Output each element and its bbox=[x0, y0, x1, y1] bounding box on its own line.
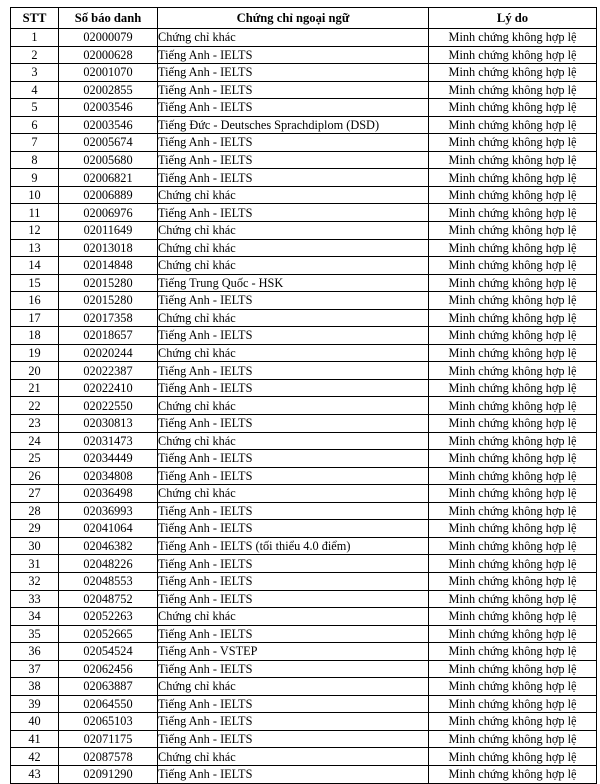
cell-ly-do: Minh chứng không hợp lệ bbox=[429, 502, 597, 520]
table-header bbox=[11, 8, 597, 29]
cell-stt: 10 bbox=[11, 186, 59, 204]
cell-chung-chi: Chứng chỉ khác bbox=[158, 344, 429, 362]
cell-stt: 37 bbox=[11, 660, 59, 678]
cell-so-bao-danh: 02054524 bbox=[59, 643, 158, 661]
cell-so-bao-danh: 02005674 bbox=[59, 134, 158, 152]
cell-chung-chi: Tiếng Anh - IELTS bbox=[158, 64, 429, 82]
cell-chung-chi: Tiếng Anh - IELTS bbox=[158, 327, 429, 345]
cell-ly-do: Minh chứng không hợp lệ bbox=[429, 309, 597, 327]
cell-ly-do: Minh chứng không hợp lệ bbox=[429, 64, 597, 82]
cell-ly-do: Minh chứng không hợp lệ bbox=[429, 362, 597, 380]
cell-chung-chi: Chứng chỉ khác bbox=[158, 397, 429, 415]
cell-so-bao-danh: 02003546 bbox=[59, 99, 158, 117]
cell-chung-chi: Tiếng Anh - IELTS bbox=[158, 379, 429, 397]
table-row bbox=[11, 520, 597, 538]
table-row bbox=[11, 415, 597, 433]
cell-so-bao-danh: 02006889 bbox=[59, 186, 158, 204]
cell-so-bao-danh: 02062456 bbox=[59, 660, 158, 678]
cell-chung-chi: Tiếng Anh - IELTS bbox=[158, 660, 429, 678]
cell-stt: 33 bbox=[11, 590, 59, 608]
cell-ly-do: Minh chứng không hợp lệ bbox=[429, 344, 597, 362]
cell-stt: 21 bbox=[11, 379, 59, 397]
cell-stt: 29 bbox=[11, 520, 59, 538]
cell-stt: 42 bbox=[11, 748, 59, 766]
table-header-row bbox=[11, 8, 597, 29]
cell-ly-do: Minh chứng không hợp lệ bbox=[429, 748, 597, 766]
cell-chung-chi: Chứng chỉ khác bbox=[158, 678, 429, 696]
cell-chung-chi: Tiếng Anh - IELTS bbox=[158, 99, 429, 117]
cell-chung-chi: Tiếng Anh - IELTS bbox=[158, 695, 429, 713]
table-row bbox=[11, 748, 597, 766]
cell-chung-chi: Tiếng Anh - IELTS bbox=[158, 81, 429, 99]
cell-so-bao-danh: 02034808 bbox=[59, 467, 158, 485]
cell-so-bao-danh: 02015280 bbox=[59, 292, 158, 310]
cell-stt: 36 bbox=[11, 643, 59, 661]
table-row bbox=[11, 379, 597, 397]
cell-chung-chi: Tiếng Anh - IELTS bbox=[158, 572, 429, 590]
table-row bbox=[11, 643, 597, 661]
table-row bbox=[11, 81, 597, 99]
cell-chung-chi: Chứng chỉ khác bbox=[158, 485, 429, 503]
table-row bbox=[11, 274, 597, 292]
cell-so-bao-danh: 02052665 bbox=[59, 625, 158, 643]
cell-chung-chi: Chứng chỉ khác bbox=[158, 748, 429, 766]
cell-ly-do: Minh chứng không hợp lệ bbox=[429, 695, 597, 713]
table-row bbox=[11, 99, 597, 117]
cell-so-bao-danh: 02022550 bbox=[59, 397, 158, 415]
cell-ly-do: Minh chứng không hợp lệ bbox=[429, 625, 597, 643]
table-row bbox=[11, 432, 597, 450]
cell-ly-do: Minh chứng không hợp lệ bbox=[429, 204, 597, 222]
cell-stt: 19 bbox=[11, 344, 59, 362]
cell-chung-chi: Chứng chỉ khác bbox=[158, 432, 429, 450]
cell-chung-chi: Tiếng Trung Quốc - HSK bbox=[158, 274, 429, 292]
cell-so-bao-danh: 02014848 bbox=[59, 257, 158, 275]
cell-so-bao-danh: 02087578 bbox=[59, 748, 158, 766]
table-row bbox=[11, 169, 597, 187]
cell-stt: 28 bbox=[11, 502, 59, 520]
cell-ly-do: Minh chứng không hợp lệ bbox=[429, 537, 597, 555]
cell-chung-chi: Tiếng Anh - IELTS bbox=[158, 467, 429, 485]
table-body bbox=[11, 29, 597, 784]
cell-so-bao-danh: 02036498 bbox=[59, 485, 158, 503]
cell-so-bao-danh: 02003546 bbox=[59, 116, 158, 134]
cell-chung-chi: Tiếng Anh - IELTS bbox=[158, 502, 429, 520]
table-row bbox=[11, 116, 597, 134]
cell-ly-do: Minh chứng không hợp lệ bbox=[429, 467, 597, 485]
table-row bbox=[11, 29, 597, 47]
cell-so-bao-danh: 02013018 bbox=[59, 239, 158, 257]
cell-stt: 32 bbox=[11, 572, 59, 590]
cell-so-bao-danh: 02006821 bbox=[59, 169, 158, 187]
cell-so-bao-danh: 02052263 bbox=[59, 608, 158, 626]
cell-chung-chi: Tiếng Anh - VSTEP bbox=[158, 643, 429, 661]
cell-chung-chi: Tiếng Anh - IELTS bbox=[158, 169, 429, 187]
cell-chung-chi: Chứng chỉ khác bbox=[158, 29, 429, 47]
table-row bbox=[11, 765, 597, 783]
cell-ly-do: Minh chứng không hợp lệ bbox=[429, 239, 597, 257]
cell-ly-do: Minh chứng không hợp lệ bbox=[429, 397, 597, 415]
cell-stt: 43 bbox=[11, 765, 59, 783]
cell-stt: 13 bbox=[11, 239, 59, 257]
table-row bbox=[11, 502, 597, 520]
cell-chung-chi: Tiếng Anh - IELTS bbox=[158, 151, 429, 169]
table-row bbox=[11, 344, 597, 362]
table-row bbox=[11, 257, 597, 275]
cell-ly-do: Minh chứng không hợp lệ bbox=[429, 134, 597, 152]
cell-ly-do: Minh chứng không hợp lệ bbox=[429, 555, 597, 573]
cell-so-bao-danh: 02030813 bbox=[59, 415, 158, 433]
cell-stt: 26 bbox=[11, 467, 59, 485]
table-row bbox=[11, 46, 597, 64]
cell-so-bao-danh: 02001070 bbox=[59, 64, 158, 82]
cell-stt: 14 bbox=[11, 257, 59, 275]
cell-chung-chi: Chứng chỉ khác bbox=[158, 257, 429, 275]
cell-ly-do: Minh chứng không hợp lệ bbox=[429, 99, 597, 117]
cell-stt: 8 bbox=[11, 151, 59, 169]
cell-so-bao-danh: 02064550 bbox=[59, 695, 158, 713]
cell-so-bao-danh: 02041064 bbox=[59, 520, 158, 538]
column-header-stt: STT bbox=[11, 8, 59, 29]
cell-so-bao-danh: 02048752 bbox=[59, 590, 158, 608]
cell-ly-do: Minh chứng không hợp lệ bbox=[429, 432, 597, 450]
cell-stt: 1 bbox=[11, 29, 59, 47]
cell-ly-do: Minh chứng không hợp lệ bbox=[429, 327, 597, 345]
cell-chung-chi: Tiếng Anh - IELTS bbox=[158, 450, 429, 468]
cell-stt: 16 bbox=[11, 292, 59, 310]
cell-so-bao-danh: 02031473 bbox=[59, 432, 158, 450]
table-row bbox=[11, 608, 597, 626]
cell-so-bao-danh: 02017358 bbox=[59, 309, 158, 327]
column-header-so-bao-danh: Số báo danh bbox=[59, 8, 158, 29]
cell-chung-chi: Tiếng Anh - IELTS bbox=[158, 415, 429, 433]
table-row bbox=[11, 485, 597, 503]
table-row bbox=[11, 695, 597, 713]
cell-stt: 31 bbox=[11, 555, 59, 573]
cell-ly-do: Minh chứng không hợp lệ bbox=[429, 257, 597, 275]
cell-so-bao-danh: 02048226 bbox=[59, 555, 158, 573]
cell-chung-chi: Chứng chỉ khác bbox=[158, 222, 429, 240]
cell-stt: 3 bbox=[11, 64, 59, 82]
cell-chung-chi: Chứng chỉ khác bbox=[158, 309, 429, 327]
cell-ly-do: Minh chứng không hợp lệ bbox=[429, 379, 597, 397]
cell-stt: 17 bbox=[11, 309, 59, 327]
cell-ly-do: Minh chứng không hợp lệ bbox=[429, 116, 597, 134]
cell-ly-do: Minh chứng không hợp lệ bbox=[429, 415, 597, 433]
table-row bbox=[11, 590, 597, 608]
cell-chung-chi: Tiếng Anh - IELTS bbox=[158, 204, 429, 222]
table-row bbox=[11, 362, 597, 380]
table-row bbox=[11, 134, 597, 152]
table-row bbox=[11, 572, 597, 590]
table-row bbox=[11, 239, 597, 257]
cell-so-bao-danh: 02000628 bbox=[59, 46, 158, 64]
cell-so-bao-danh: 02011649 bbox=[59, 222, 158, 240]
cell-so-bao-danh: 02022387 bbox=[59, 362, 158, 380]
cell-ly-do: Minh chứng không hợp lệ bbox=[429, 660, 597, 678]
cell-stt: 23 bbox=[11, 415, 59, 433]
cell-stt: 5 bbox=[11, 99, 59, 117]
cell-stt: 39 bbox=[11, 695, 59, 713]
invalid-certificate-table bbox=[10, 7, 597, 784]
cell-so-bao-danh: 02005680 bbox=[59, 151, 158, 169]
cell-ly-do: Minh chứng không hợp lệ bbox=[429, 643, 597, 661]
cell-stt: 38 bbox=[11, 678, 59, 696]
table-row bbox=[11, 467, 597, 485]
cell-ly-do: Minh chứng không hợp lệ bbox=[429, 81, 597, 99]
table-row bbox=[11, 186, 597, 204]
table-row bbox=[11, 327, 597, 345]
cell-ly-do: Minh chứng không hợp lệ bbox=[429, 186, 597, 204]
cell-ly-do: Minh chứng không hợp lệ bbox=[429, 485, 597, 503]
cell-so-bao-danh: 02015280 bbox=[59, 274, 158, 292]
cell-stt: 12 bbox=[11, 222, 59, 240]
cell-chung-chi: Tiếng Anh - IELTS bbox=[158, 555, 429, 573]
cell-stt: 30 bbox=[11, 537, 59, 555]
cell-chung-chi: Tiếng Anh - IELTS bbox=[158, 292, 429, 310]
cell-ly-do: Minh chứng không hợp lệ bbox=[429, 274, 597, 292]
cell-chung-chi: Tiếng Anh - IELTS bbox=[158, 765, 429, 783]
cell-chung-chi: Tiếng Anh - IELTS bbox=[158, 730, 429, 748]
cell-stt: 11 bbox=[11, 204, 59, 222]
cell-stt: 27 bbox=[11, 485, 59, 503]
cell-ly-do: Minh chứng không hợp lệ bbox=[429, 730, 597, 748]
cell-ly-do: Minh chứng không hợp lệ bbox=[429, 678, 597, 696]
cell-chung-chi: Tiếng Anh - IELTS bbox=[158, 625, 429, 643]
cell-ly-do: Minh chứng không hợp lệ bbox=[429, 450, 597, 468]
table-row bbox=[11, 397, 597, 415]
cell-so-bao-danh: 02036993 bbox=[59, 502, 158, 520]
cell-so-bao-danh: 02065103 bbox=[59, 713, 158, 731]
cell-ly-do: Minh chứng không hợp lệ bbox=[429, 292, 597, 310]
cell-so-bao-danh: 02063887 bbox=[59, 678, 158, 696]
cell-stt: 25 bbox=[11, 450, 59, 468]
cell-stt: 18 bbox=[11, 327, 59, 345]
cell-so-bao-danh: 02091290 bbox=[59, 765, 158, 783]
table-row bbox=[11, 222, 597, 240]
cell-chung-chi: Tiếng Anh - IELTS bbox=[158, 520, 429, 538]
table-row bbox=[11, 204, 597, 222]
cell-chung-chi: Tiếng Anh - IELTS bbox=[158, 46, 429, 64]
cell-chung-chi: Tiếng Đức - Deutsches Sprachdiplom (DSD) bbox=[158, 116, 429, 134]
table-row bbox=[11, 730, 597, 748]
cell-so-bao-danh: 02071175 bbox=[59, 730, 158, 748]
cell-so-bao-danh: 02048553 bbox=[59, 572, 158, 590]
cell-chung-chi: Tiếng Anh - IELTS (tối thiểu 4.0 điểm) bbox=[158, 537, 429, 555]
cell-so-bao-danh: 02034449 bbox=[59, 450, 158, 468]
table-row bbox=[11, 64, 597, 82]
cell-stt: 24 bbox=[11, 432, 59, 450]
table-row bbox=[11, 555, 597, 573]
cell-chung-chi: Tiếng Anh - IELTS bbox=[158, 362, 429, 380]
table-row bbox=[11, 537, 597, 555]
cell-so-bao-danh: 02002855 bbox=[59, 81, 158, 99]
cell-ly-do: Minh chứng không hợp lệ bbox=[429, 520, 597, 538]
cell-so-bao-danh: 02000079 bbox=[59, 29, 158, 47]
cell-stt: 34 bbox=[11, 608, 59, 626]
cell-so-bao-danh: 02020244 bbox=[59, 344, 158, 362]
cell-stt: 40 bbox=[11, 713, 59, 731]
cell-ly-do: Minh chứng không hợp lệ bbox=[429, 222, 597, 240]
table-row bbox=[11, 151, 597, 169]
table-row bbox=[11, 309, 597, 327]
table-row bbox=[11, 292, 597, 310]
cell-ly-do: Minh chứng không hợp lệ bbox=[429, 151, 597, 169]
column-header-chung-chi-ngoai-ngu: Chứng chỉ ngoại ngữ bbox=[158, 8, 429, 29]
cell-chung-chi: Tiếng Anh - IELTS bbox=[158, 590, 429, 608]
cell-stt: 6 bbox=[11, 116, 59, 134]
cell-stt: 9 bbox=[11, 169, 59, 187]
table-row bbox=[11, 678, 597, 696]
cell-stt: 41 bbox=[11, 730, 59, 748]
cell-ly-do: Minh chứng không hợp lệ bbox=[429, 608, 597, 626]
cell-ly-do: Minh chứng không hợp lệ bbox=[429, 572, 597, 590]
cell-chung-chi: Chứng chỉ khác bbox=[158, 608, 429, 626]
cell-ly-do: Minh chứng không hợp lệ bbox=[429, 713, 597, 731]
cell-stt: 15 bbox=[11, 274, 59, 292]
cell-chung-chi: Chứng chỉ khác bbox=[158, 239, 429, 257]
cell-ly-do: Minh chứng không hợp lệ bbox=[429, 765, 597, 783]
cell-stt: 7 bbox=[11, 134, 59, 152]
cell-chung-chi: Tiếng Anh - IELTS bbox=[158, 134, 429, 152]
column-header-ly-do: Lý do bbox=[429, 8, 597, 29]
cell-stt: 4 bbox=[11, 81, 59, 99]
cell-ly-do: Minh chứng không hợp lệ bbox=[429, 29, 597, 47]
cell-so-bao-danh: 02018657 bbox=[59, 327, 158, 345]
cell-ly-do: Minh chứng không hợp lệ bbox=[429, 590, 597, 608]
cell-chung-chi: Tiếng Anh - IELTS bbox=[158, 713, 429, 731]
cell-stt: 35 bbox=[11, 625, 59, 643]
table-row bbox=[11, 450, 597, 468]
cell-ly-do: Minh chứng không hợp lệ bbox=[429, 169, 597, 187]
table-row bbox=[11, 625, 597, 643]
cell-stt: 22 bbox=[11, 397, 59, 415]
cell-stt: 2 bbox=[11, 46, 59, 64]
cell-stt: 20 bbox=[11, 362, 59, 380]
cell-so-bao-danh: 02006976 bbox=[59, 204, 158, 222]
cell-chung-chi: Chứng chỉ khác bbox=[158, 186, 429, 204]
table-row bbox=[11, 713, 597, 731]
cell-so-bao-danh: 02046382 bbox=[59, 537, 158, 555]
cell-ly-do: Minh chứng không hợp lệ bbox=[429, 46, 597, 64]
cell-so-bao-danh: 02022410 bbox=[59, 379, 158, 397]
table-row bbox=[11, 660, 597, 678]
